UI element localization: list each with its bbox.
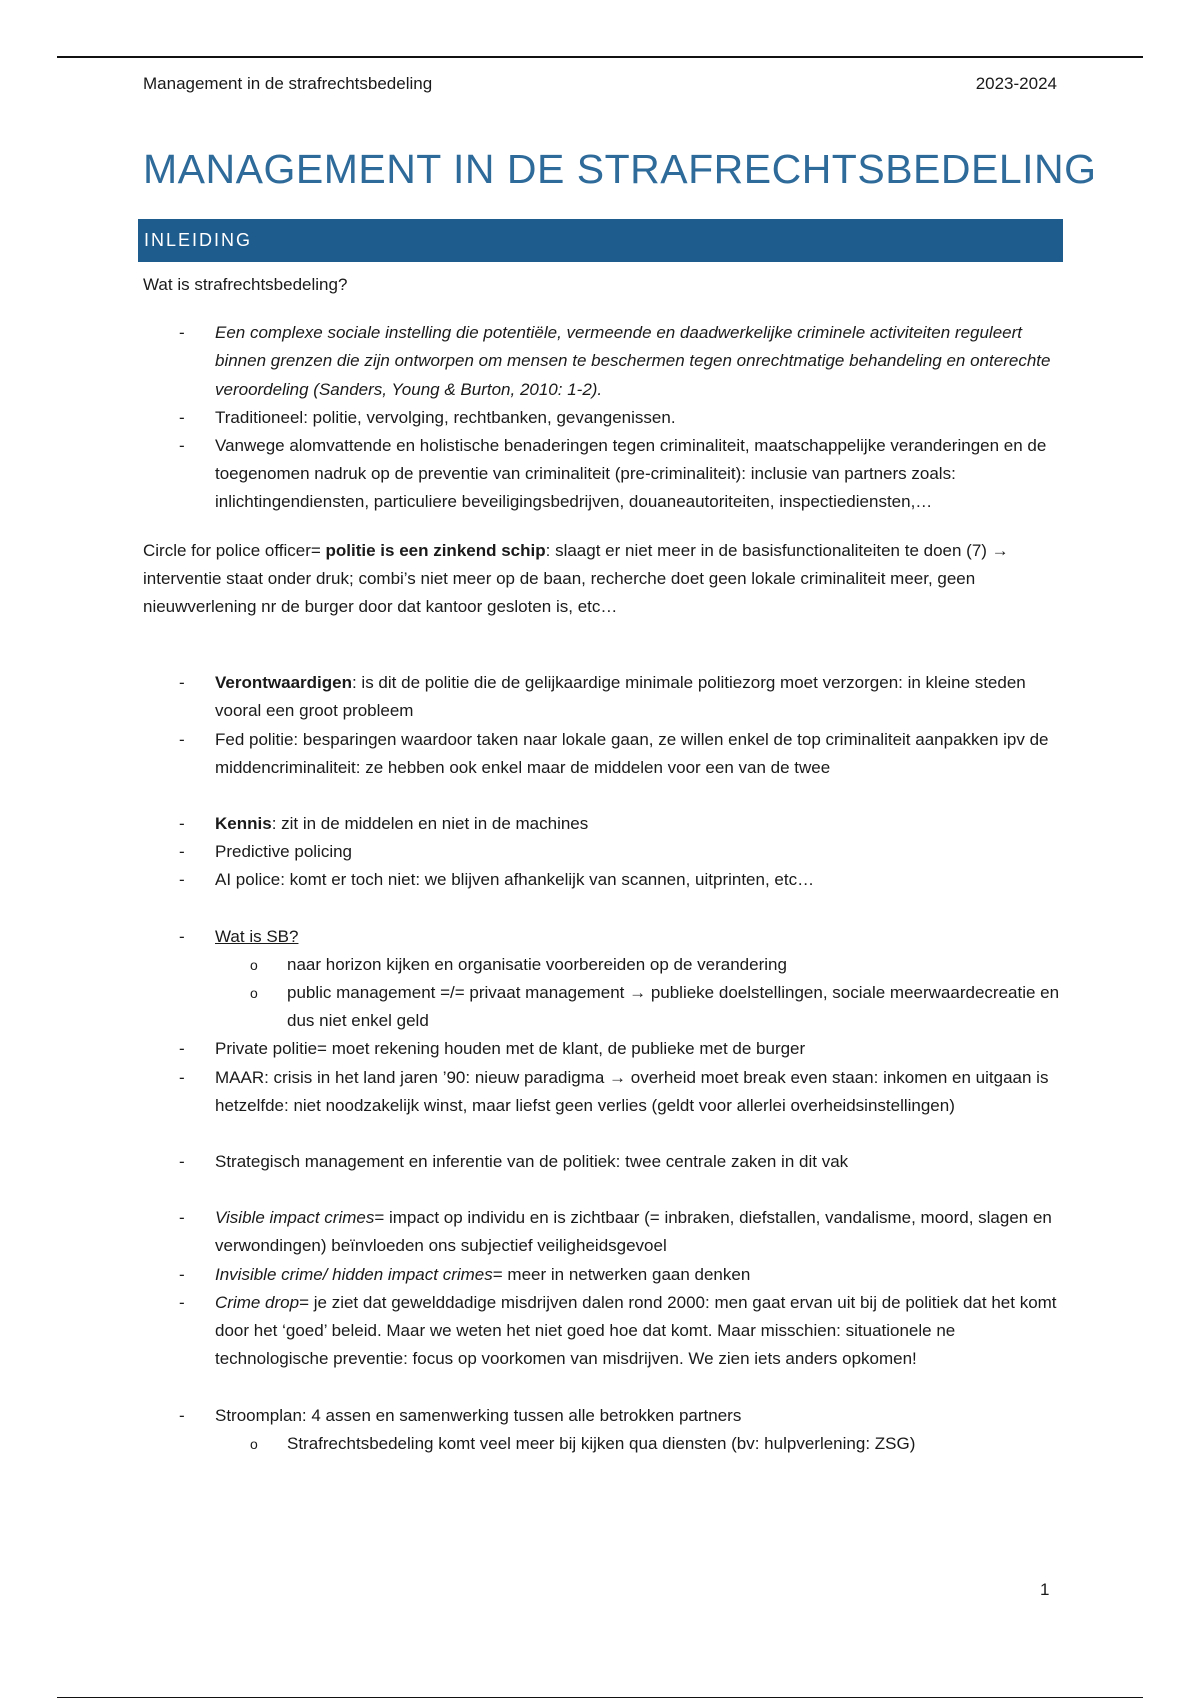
sub-bullet-marker: o <box>250 985 258 1002</box>
section-heading-bar <box>138 219 1063 262</box>
list-item <box>143 669 1061 725</box>
list-item <box>143 810 1061 838</box>
list-item-text: Strategisch management en inferentie van de politiek: twee centrale zaken in dit vak <box>215 1152 849 1172</box>
bullet-marker: - <box>179 323 185 343</box>
list-item-text: Invisible crime/ hidden impact crimes= meer in netwerken gaan denken <box>215 1264 751 1284</box>
bullet-marker: - <box>179 1405 185 1425</box>
list-item <box>143 1148 1061 1176</box>
list-item <box>143 432 1061 517</box>
bullet-marker: - <box>179 729 185 749</box>
list-item-text: Private politie= moet rekening houden met de klant, de publieke met de burger <box>215 1039 806 1059</box>
bullet-marker: - <box>179 1264 185 1284</box>
sub-list-item <box>215 951 1061 979</box>
sub-list-item <box>215 1430 1061 1458</box>
question: Wat is strafrechtsbedeling? <box>143 275 348 294</box>
list-item-text: Fed politie: besparingen waardoor taken naar lokale gaan, ze willen enkel de top criminaliteit aanpakken ipv de middencriminaliteit: ze hebben ook enkel maar de middelen voor een van de twee <box>215 729 1049 777</box>
list-item-text: Traditioneel: politie, vervolging, rechtbanken, gevangenissen. <box>215 407 676 427</box>
definition-text: Een complexe sociale instelling die potentiële, vermeende en daadwerkelijke criminele activiteiten reguleert binnen grenzen die zijn ontworpen om mensen te beschermen tegen onrechtmatige behandeling en onterechte veroordeling (Sanders, Young & Burton, 2010: 1-2). <box>215 323 1051 399</box>
list-item <box>143 319 1061 404</box>
list-item <box>143 404 1061 432</box>
section-heading: INLEIDING <box>144 230 253 250</box>
sub-bullet-marker: o <box>250 1435 258 1452</box>
list-item <box>143 726 1061 782</box>
list-item <box>143 1035 1061 1063</box>
list-item-text: AI police: komt er toch niet: we blijven afhankelijk van scannen, uitprinten, etc… <box>215 870 815 890</box>
document-title: MANAGEMENT IN DE STRAFRECHTSBEDELING <box>143 146 1097 192</box>
list-item-text: Crime drop= je ziet dat gewelddadige misdrijven dalen rond 2000: men gaat ervan uit bij de politiek dat het komt door het ‘goed’ beleid. Maar we weten het niet goed hoe dat komt. Maar misschien: situationele ne technologische preventie: focus op voorkomen van misdrijven. We zien iets anders opkomen! <box>215 1292 1057 1369</box>
page-header <box>143 74 1057 94</box>
list-item <box>143 1261 1061 1289</box>
list-item <box>143 838 1061 866</box>
list-item-text: Kennis: zit in de middelen en niet in de machines <box>215 814 589 834</box>
bullet-marker: - <box>179 1152 185 1172</box>
bullet-marker: - <box>179 1292 185 1312</box>
list-item <box>143 1064 1061 1120</box>
bullet-marker: - <box>179 870 185 890</box>
header-rule <box>57 56 1143 58</box>
bullet-marker: - <box>179 842 185 862</box>
sub-bullet-marker: o <box>250 956 258 973</box>
bullet-marker: - <box>179 1067 185 1087</box>
sb-heading: Wat is SB? <box>215 926 299 946</box>
bullet-marker: - <box>179 814 185 834</box>
list-item-text: Predictive policing <box>215 842 353 862</box>
circle-paragraph: Circle for police officer= politie is een zinkend schip: slaagt er niet meer in de basisfunctionaliteiten te doen (7) → interventie staat onder druk; combi’s niet meer op de baan, recherche doet geen lokale criminaliteit meer, geen nieuwverlening nr de burger door dat kantoor gesloten is, etc… <box>143 540 1009 617</box>
list-item <box>143 1289 1061 1374</box>
bullet-marker: - <box>179 436 185 456</box>
bullet-marker: - <box>179 407 185 427</box>
document-body <box>143 271 1061 1458</box>
bullet-marker: - <box>179 1039 185 1059</box>
bullet-marker: - <box>179 926 185 946</box>
list-item <box>143 866 1061 894</box>
page-number: 1 <box>1040 1580 1050 1599</box>
header-year: 2023-2024 <box>975 74 1057 93</box>
list-item <box>143 1204 1061 1260</box>
header-course-title: Management in de strafrechtsbedeling <box>143 74 433 93</box>
list-item-text: Visible impact crimes= impact op individu en is zichtbaar (= inbraken, diefstallen, vandalisme, moord, slagen en verwondingen) beïnvloeden ons subjectief veiligheidsgevoel <box>215 1208 1052 1256</box>
list-item-text: Verontwaardigen: is dit de politie die de gelijkaardige minimale politiezorg moet verzorgen: in kleine steden vooral een groot probleem <box>215 673 1026 721</box>
sub-list-item-text: public management =/= privaat management → publieke doelstellingen, sociale meerwaardecreatie en dus niet enkel geld <box>287 983 1060 1031</box>
footer-rule <box>57 1697 1143 1698</box>
bullet-marker: - <box>179 1208 185 1228</box>
sub-list-item <box>215 979 1061 1035</box>
sub-list-item-text: naar horizon kijken en organisatie voorbereiden op de verandering <box>287 954 787 974</box>
list-item <box>143 1402 1061 1430</box>
list-item-text: Stroomplan: 4 assen en samenwerking tussen alle betrokken partners <box>215 1405 742 1425</box>
list-item-text: MAAR: crisis in het land jaren ’90: nieuw paradigma → overheid moet break even staan: inkomen en uitgaan is hetzelfde: niet noodzakelijk winst, maar liefst geen verlies (geldt voor allerlei overheidsinstellingen) <box>215 1067 1049 1115</box>
bullet-marker: - <box>179 673 185 693</box>
sub-list-item-text: Strafrechtsbedeling komt veel meer bij kijken qua diensten (bv: hulpverlening: ZSG) <box>287 1433 916 1453</box>
list-item <box>143 923 1061 951</box>
list-item-text: Vanwege alomvattende en holistische benaderingen tegen criminaliteit, maatschappelijke veranderingen en de toegenomen nadruk op de preventie van criminaliteit (pre-criminaliteit): inclusie van partners zoals: inlichtingendiensten, particuliere beveiligingsbedrijven, douaneautoriteiten, inspectiediensten,… <box>215 436 1047 512</box>
